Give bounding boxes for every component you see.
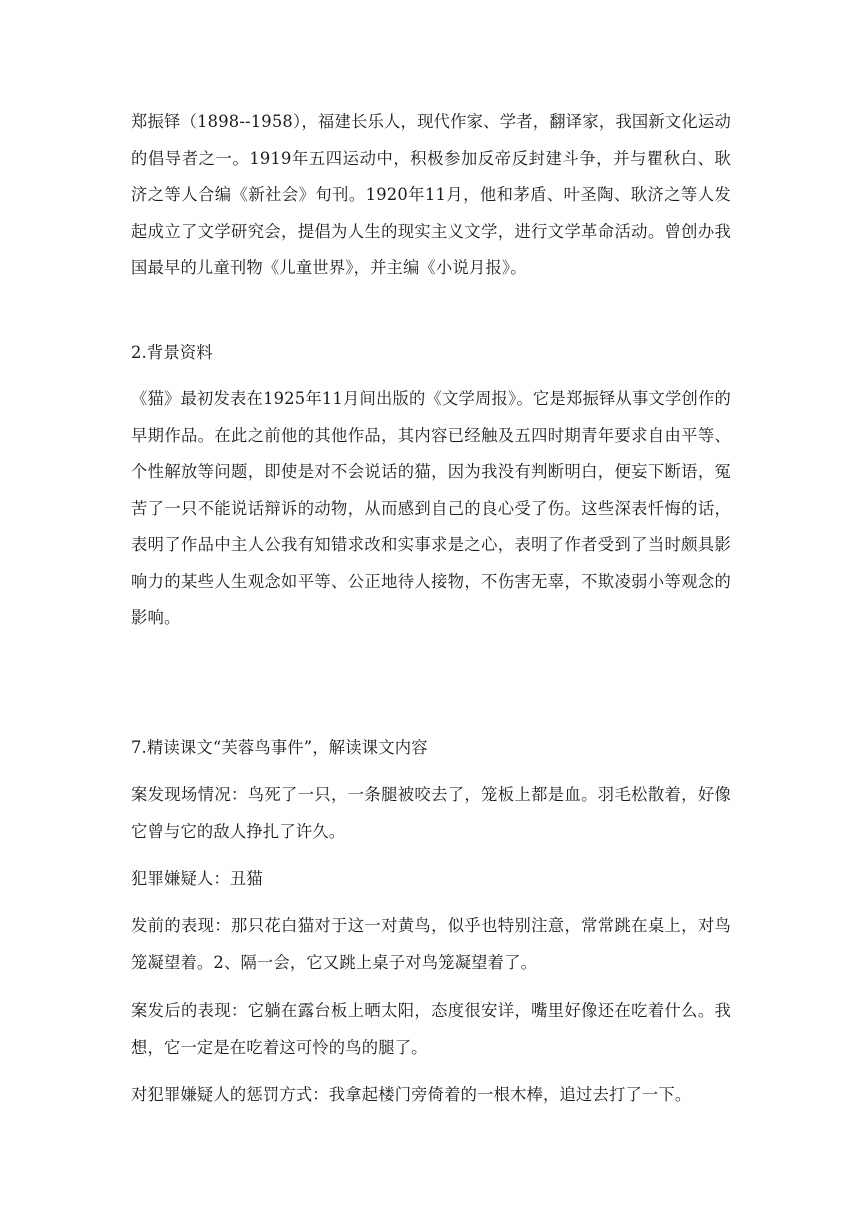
background-paragraph: 《猫》最初发表在1925年11月间出版的《文学周报》。它是郑振铎从事文学创作的早期作品。在此之前他的其他作品，其内容已经触及五四时期青年要求自由平等、个性解放等问题，即使是对不会说话的猫，因为我没有判断明白，便妄下断语，冤苦了一只不能说话辩诉的动物，从而感到自己的良心受了伤。这些深表忏悔的话，表明了作品中主人公我有知错求改和实事求是之心，表明了作者受到了当时颇具影响力的某些人生观念如平等、公正地待人接物，不伤害无辜，不欺凌弱小等观念的影响。 bbox=[131, 389, 731, 627]
after-behavior-paragraph: 案发后的表现：它躺在露台板上晒太阳，态度很安详，嘴里好像还在吃着什么。我想，它一定是在吃着这可怜的鸟的腿了。 bbox=[131, 1001, 731, 1057]
section-7-heading: 7.精读课文“芙蓉鸟事件”，解读课文内容 bbox=[131, 738, 428, 757]
suspect-paragraph: 犯罪嫌疑人：丑猫 bbox=[131, 869, 263, 888]
author-intro-paragraph: 郑振铎（1898--1958），福建长乐人，现代作家、学者，翻译家，我国新文化运动的倡导者之一。1919年五四运动中，积极参加反帝反封建斗争，并与瞿秋白、耿济之等人合编《新社会》旬刊。1920年11月，他和茅盾、叶圣陶、耿济之等人发起成立了文学研究会，提倡为人生的现实主义文学，进行文学革命活动。曾创办我国最早的儿童刊物《儿童世界》，并主编《小说月报》。 bbox=[131, 112, 731, 277]
crime-scene-paragraph: 案发现场情况：鸟死了一只，一条腿被咬去了，笼板上都是血。羽毛松散着，好像它曾与它的敌人挣扎了许久。 bbox=[131, 785, 731, 841]
before-behavior-paragraph: 发前的表现：那只花白猫对于这一对黄鸟，似乎也特别注意，常常跳在桌上，对鸟笼凝望着。2、隔一会，它又跳上桌子对鸟笼凝望着了。 bbox=[131, 916, 731, 972]
section-2-heading: 2.背景资料 bbox=[131, 343, 213, 362]
punishment-paragraph: 对犯罪嫌疑人的惩罚方式：我拿起楼门旁倚着的一根木棒，追过去打了一下。 bbox=[131, 1085, 692, 1104]
